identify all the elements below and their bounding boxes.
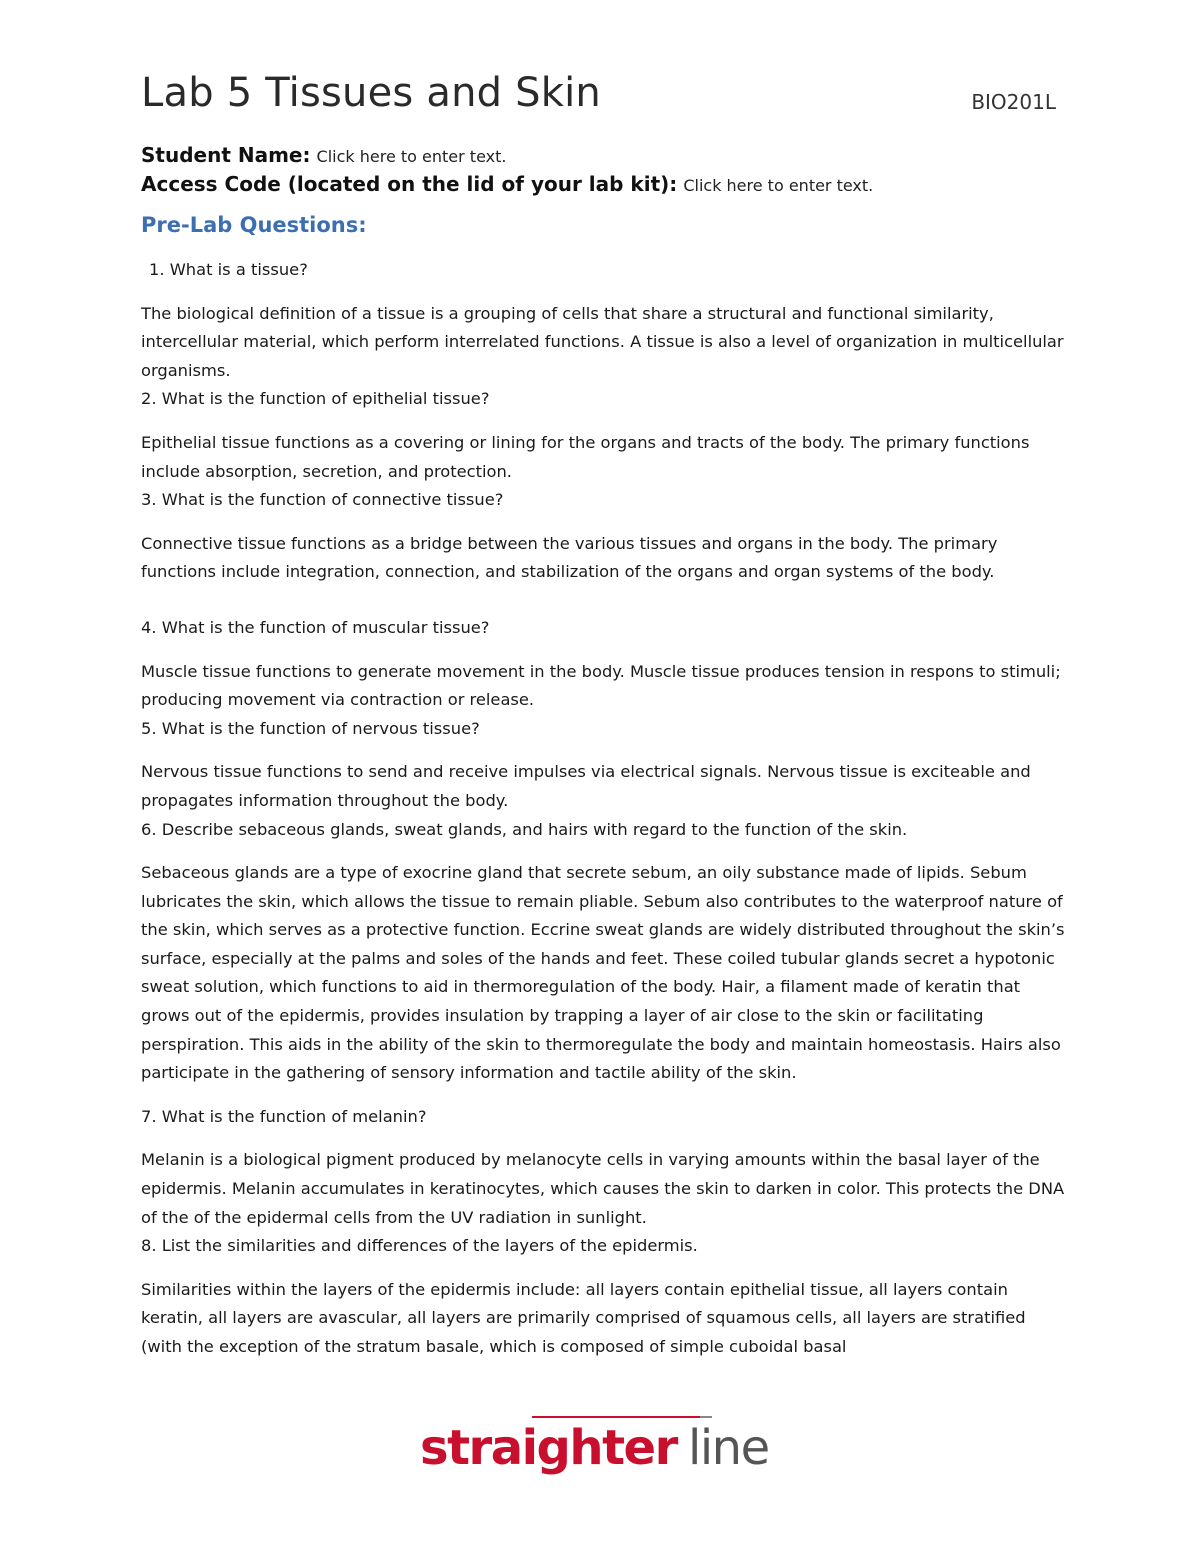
answer-5: Nervous tissue functions to send and receive impulses via electrical signals. Nervous tissue is exciteable and propagates information throughout the body. <box>141 762 1031 810</box>
logo-accent-line <box>532 1416 700 1418</box>
answer-6: Sebaceous glands are a type of exocrine gland that secrete sebum, an oily substance made of lipids. Sebum lubricates the skin, which allows the tissue to remain pliable. Sebum also contributes to the waterproof nature of the skin, which serves as a protective function. Eccrine sweat glands are widely distributed throughout the skin’s surface, especially at the palms and soles of the hands and feet. These coiled tubular glands secret a hypotonic sweat solution, which functions to aid in thermoregulation of the body. Hair, a filament made of keratin that grows out of the epidermis, provides insulation by trapping a layer of air close to the skin or facilitating perspiration. This aids in the ability of the skin to thermoregulate the body and maintain homeostasis. Hairs also participate in the gathering of sensory information and tactile ability of the skin. <box>141 863 1065 1083</box>
question-list <box>141 256 1066 1362</box>
student-name-label: Student Name: <box>141 143 311 167</box>
question-6: 6. Describe sebaceous glands, sweat glands, and hairs with regard to the function of the skin. <box>141 819 908 839</box>
question-2: 2. What is the function of epithelial tissue? <box>141 389 490 409</box>
access-code-field <box>141 172 873 196</box>
answer-4: Muscle tissue functions to generate movement in the body. Muscle tissue produces tension in respons to stimuli; producing movement via contraction or release. <box>141 661 1061 710</box>
student-name-field <box>141 143 506 167</box>
question-7: 7. What is the function of melanin? <box>141 1106 427 1126</box>
section-title: Pre-Lab Questions: <box>141 213 367 237</box>
document-title: Lab 5 Tissues and Skin <box>141 70 601 116</box>
access-code-label: Access Code (located on the lid of your lab kit): <box>141 172 678 196</box>
question-5: 5. What is the function of nervous tissue? <box>141 718 480 738</box>
question-3: 3. What is the function of connective tissue? <box>141 490 504 510</box>
logo-text-secondary: line <box>688 1420 769 1476</box>
question-8: 8. List the similarities and differences of the layers of the epidermis. <box>141 1236 698 1256</box>
access-code-input[interactable]: Click here to enter text. <box>683 176 874 195</box>
answer-3: Connective tissue functions as a bridge between the various tissues and organs in the body. The primary functions include integration, connection, and stabilization of the organs and organ systems of the body. <box>141 533 998 582</box>
student-name-input[interactable]: Click here to enter text. <box>316 147 507 166</box>
straighterline-logo <box>420 1414 780 1484</box>
question-1: 1. What is a tissue? <box>149 260 308 279</box>
logo-text-primary: straighter <box>420 1420 677 1476</box>
question-4: 4. What is the function of muscular tissue? <box>141 617 490 637</box>
course-code: BIO201L <box>971 90 1056 114</box>
answer-8: Similarities within the layers of the epidermis include: all layers contain epithelial tissue, all layers contain keratin, all layers are avascular, all layers are primarily comprised of squamous cells, all layers are stratified (with the exception of the stratum basale, which is composed of simple cuboidal basal <box>141 1279 1026 1356</box>
answer-1: The biological definition of a tissue is a grouping of cells that share a structural and functional similarity, intercellular material, which perform interrelated functions. A tissue is also a level of organization in multicellular organisms. <box>141 303 1064 380</box>
answer-2: Epithelial tissue functions as a covering or lining for the organs and tracts of the body. The primary functions include absorption, secretion, and protection. <box>141 432 1030 481</box>
answer-7: Melanin is a biological pigment produced by melanocyte cells in varying amounts within the basal layer of the epidermis. Melanin accumulates in keratinocytes, which causes the skin to darken in color. This protects the DNA of the of the epidermal cells from the UV radiation in sunlight. <box>141 1150 1065 1227</box>
logo-accent-tick <box>700 1416 712 1418</box>
